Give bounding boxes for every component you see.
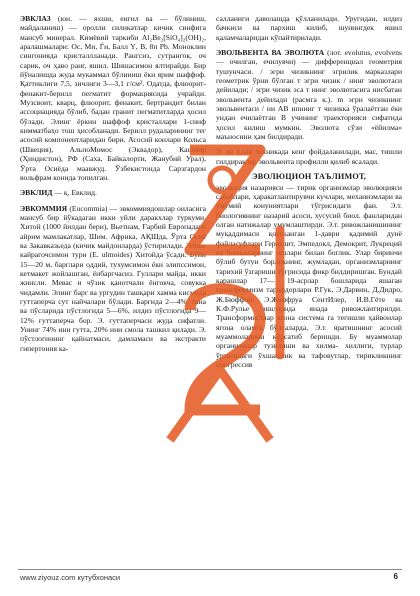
entry-text: қилади. Э. пўстлогининг қайнатмаси, — [20, 325, 206, 344]
entry-text: Бундай қарашлар 17— 19-асрлар бошларида — [216, 266, 402, 285]
entry-text: килиб, шунингдек яшил қаламчаларидан — [216, 23, 403, 42]
entry-text: сут найчалари бўлади. Баргида 2—4%, — [58, 296, 189, 306]
entry-text: Э. гуттаперчаси жуда сифатли. Унинг — [20, 315, 206, 334]
left-column — [20, 14, 206, 359]
entry-text: кичик синфига мансуб минерал. — [20, 23, 206, 42]
entry-text: и чўзик қанотчали ёнгокча, совукка — [77, 278, 206, 288]
entry-text: Ғарбий Европадаги айрим мамлакатлар, — [20, 222, 206, 241]
entry-text: (лот. — [324, 48, 342, 58]
entry-text: evolutus, evolvens — очилган, ечилувчи) — — [216, 48, 402, 67]
entry-text: ҳаво ранг, яшил. Шишасимон ялтирайди. — [53, 60, 191, 70]
entry-text: ўзгариши тўгрисида фикр билдиришган. — [244, 266, 377, 276]
entry-text: салланиги даволашда қўлланилади. — [216, 14, 340, 23]
headword: ЭВКЛИД — [20, 188, 53, 198]
entry-text: эволюцияси сабаблари, — [216, 182, 402, 201]
entry-text: га тегишли ҳайвонлар ягона оламга — [216, 313, 402, 332]
entry-text: Уругидан, илдиз бачкиси ва пархиш — [216, 14, 402, 33]
entry-text: дейилади (расмга к.). m эгри чизикнинг — [256, 94, 402, 104]
section-heading: ЭВОЛЮЦИОН ТАЪЛИМОТ, — [251, 172, 367, 182]
entry-text: кетмакет жойлашган, ёнбаргчасиз. — [20, 268, 134, 278]
entry-text: хусусий биол. фанларидан олган натижалар — [216, 210, 403, 229]
entry-text: ва Закавказьеда (кичик майдонларда) — [20, 240, 142, 250]
entry-text: 7,5, зичлиги 3—3,1 г/см². Одатда, флюорит-фенакит-берилл пегматит формациясида — [20, 79, 206, 98]
entry-text: геометрик ўрни бўлган т эгри чизик — [216, 76, 341, 86]
page-number: 6 — [393, 572, 398, 581]
entry-evkommiya — [20, 204, 206, 354]
entry-text: килиш мумкин. Эволюта сўзи «ёйилма» — [244, 122, 402, 132]
entry-text: Рангсиз, сутрангок, оч сарик, оч — [20, 51, 206, 70]
entry-text: профилли қилиб ясалади. — [296, 156, 379, 166]
entry-text: топилган. — [77, 172, 110, 182]
footer-site-link[interactable]: www.ziyouz.com кутубхонаси — [20, 573, 121, 582]
entry-text: кўпайтирилади. — [270, 32, 322, 42]
entry-text: ҳаракатлантирувчи кучлари, механизмлари — [252, 191, 393, 201]
entry-text: Ўзбекистонда Сарзгардон вольфрам конида — [20, 163, 206, 182]
footer-divider — [18, 569, 402, 570]
entry-text: умумлаштирди. Э.т. ривожланишининг — [273, 219, 403, 229]
entry-text: — қ. Евклид. — [52, 188, 97, 198]
entry-text: (Eucommia) — эвкоммиядошлар оиласига мансуб бир — [20, 203, 206, 222]
entry-text: аралашмалари: Ос, Ми, Ѓи, Балл Ү, В, — [20, 42, 148, 52]
entry-text: Э. ва э.дан техникада кенг фойдаланилади, — [216, 147, 362, 157]
entry-evolution-theory — [216, 183, 402, 370]
headword: ЭВКОММИЯ — [20, 203, 68, 213]
entry-text: чидамли. Элинг барг ва ургудин — [20, 287, 125, 297]
entry-text: эвольвентаси / ни AB ипнинг т чизикка — [216, 104, 350, 114]
entry-text: ёки ярим шаффоф. Қаттиклиги — [20, 70, 206, 89]
entry-evkommiya-continued — [216, 14, 402, 42]
entry-text: мас, тишли гилдираклар эвольвента — [216, 147, 403, 166]
entry-evklaz — [20, 14, 206, 182]
entry-text: Кимёвий таркиби Al₂Be₂[SiO₄]₂(OH)₂, — [79, 32, 206, 42]
entry-text: бўлиниш, майдаланиш) — оролли силикатлар — [20, 14, 206, 33]
entry-text: Шим. Африка, АҚШда, Ўрта Осиё — [89, 231, 206, 241]
entry-text: Р.Гук, Э.Дарвин, Д.Дидро, Ж.Бюффон, — [216, 285, 402, 304]
entry-text: ва умумий конуниятлари тўгрисидаги — [216, 191, 402, 211]
entry-text: ва бошкаларнинг ишлари билан боглик. — [216, 247, 352, 257]
entry-text: эволюция назарияси — тирик организмлар — [216, 182, 360, 192]
entry-text: бўлсалардa, Э.т. яратишнинг асосий муаммоларини — [216, 322, 402, 341]
entry-text: фан. Э.т. биологиянинг назарий асоси, — [216, 201, 402, 220]
entry-text: (Швеция), АльпоМомос (Эквадор), Кашмир — [20, 144, 206, 154]
entry-text: Жанубий Урал), Ўрта Осиёда маавжуд. — [20, 154, 206, 173]
entry-text: Улар биринчи бўлиб бутун борликнинг, — [216, 247, 402, 267]
entry-text: муқаддимаси қоесканган — [216, 229, 305, 239]
entry-text: / эгри чизикнинг эгрилик марказлари — [260, 66, 403, 76]
entry-text: йўкадаган икки уйли даракхлар туркуми. — [63, 212, 206, 222]
entry-text: (Е. ulmoides) Хитойда ўсади. Бўйи 15—20 — [20, 250, 206, 269]
entry-text: 8п Рb. Моноклин сингонияда кристаллланади. — [20, 42, 206, 61]
entry-text: ва тафовутлар, тирикликнинг прогрессив — [216, 350, 402, 370]
entry-text: (Ҳиндистон), РФ (Саха, Байкалорти, — [20, 154, 147, 164]
entry-text: яшаган трансформизм тарафдорлари — [216, 275, 402, 295]
entry-text: ўстирилади. Элинг кайрагочсимон тури — [20, 240, 206, 260]
entry-text: рудаларининг тег асосий компонентларидан — [20, 126, 206, 145]
entry-text: 1-даври қадимий дунё файласуфлари Гераклит, — [216, 229, 402, 248]
entry-text: Бир йўналишда жуда мукаммал бўлиниш — [20, 60, 206, 80]
entry-text: Хитой (1000 йилдан бери), Вьетнам, — [20, 222, 140, 232]
entry-text: Трансформистлар ягона система — [216, 313, 324, 323]
headword: ЭВОЛЬВЕНТА ВА ЭВОЛЮТА — [216, 48, 325, 58]
entry-text: организмлар тузилиши ва хилма- — [216, 341, 339, 351]
entry-text: / нинг эволютаси дейилади; / эгри чизик — [216, 76, 403, 95]
entry-text: бири. Асосий конлари Кольса — [107, 135, 206, 145]
entry-text: ташқари хамма кисмида гуттаперча — [20, 287, 206, 306]
headword: ЭВКЛАЗ — [20, 14, 51, 23]
entry-text: Эмпедокл, Демокрит, Лукреций — [297, 238, 402, 248]
entry-text: тана ва пўсларида пўстлогида 5—6%, илдиз — [20, 296, 206, 316]
entry-text: маъносини ҳам билдиради. — [216, 132, 305, 142]
entry-text: (юн. — яхши, енгил ва — — [50, 14, 168, 23]
entry-text: пўстлогида 9—12% гуттаперча бор. — [20, 306, 206, 325]
entry-text: эса т нинг эволютасига нисбатан эвольвента — [216, 85, 402, 104]
right-column — [216, 14, 402, 375]
entry-evklid — [20, 188, 206, 197]
entry-text: ўралаётган ёки ундан ечилаётган В — [216, 104, 402, 123]
entry-text: Э.Жоффруа СентИлер, И.В.Гёте ва — [264, 294, 402, 304]
entry-text: хиллиги, турлар ўртасидаги ўхшашлик — [216, 341, 402, 360]
paragraph-technics — [216, 147, 402, 166]
entry-text: ёркин шаффоф кристаллари 1-синф — [77, 116, 207, 126]
entry-text: учининг траекторияси сифатида ҳосил — [216, 113, 402, 132]
entry-text: дифференциал геометрия тушунчаси. — [216, 57, 402, 76]
entry-text: дамламаси ва экстракти гипертония ка- — [20, 334, 206, 353]
entry-text: кимматбаҳо тош ҳисобланади. Берилл — [20, 126, 147, 136]
entry-evolventa — [216, 48, 402, 141]
entry-text: 74% ини гутта, 20% ини смола ташкил — [42, 325, 170, 334]
entry-text: кўрсатиб беришди. Бу муаммолар — [272, 332, 402, 341]
entry-text: Гуллари майда, икки жинсли. Мевас — [20, 268, 206, 288]
entry-text: бадан гранит пегматитларда ҳосил бўлади. Элинг — [20, 107, 206, 126]
entry-text: учрайди. Музсвоит, кварц, флюорит, фенакит, бертрандит билан ассоциацияда бўлиб, — [20, 88, 206, 117]
entry-text: м, барглари оддий, тухумсимон ёки элипссимон, — [45, 259, 206, 269]
entry-text: жумладан, организмларнинг тарихий — [216, 257, 403, 276]
entry-text: К.Ф.Рулье ишларида янада ривожлантирилди. — [216, 303, 402, 313]
